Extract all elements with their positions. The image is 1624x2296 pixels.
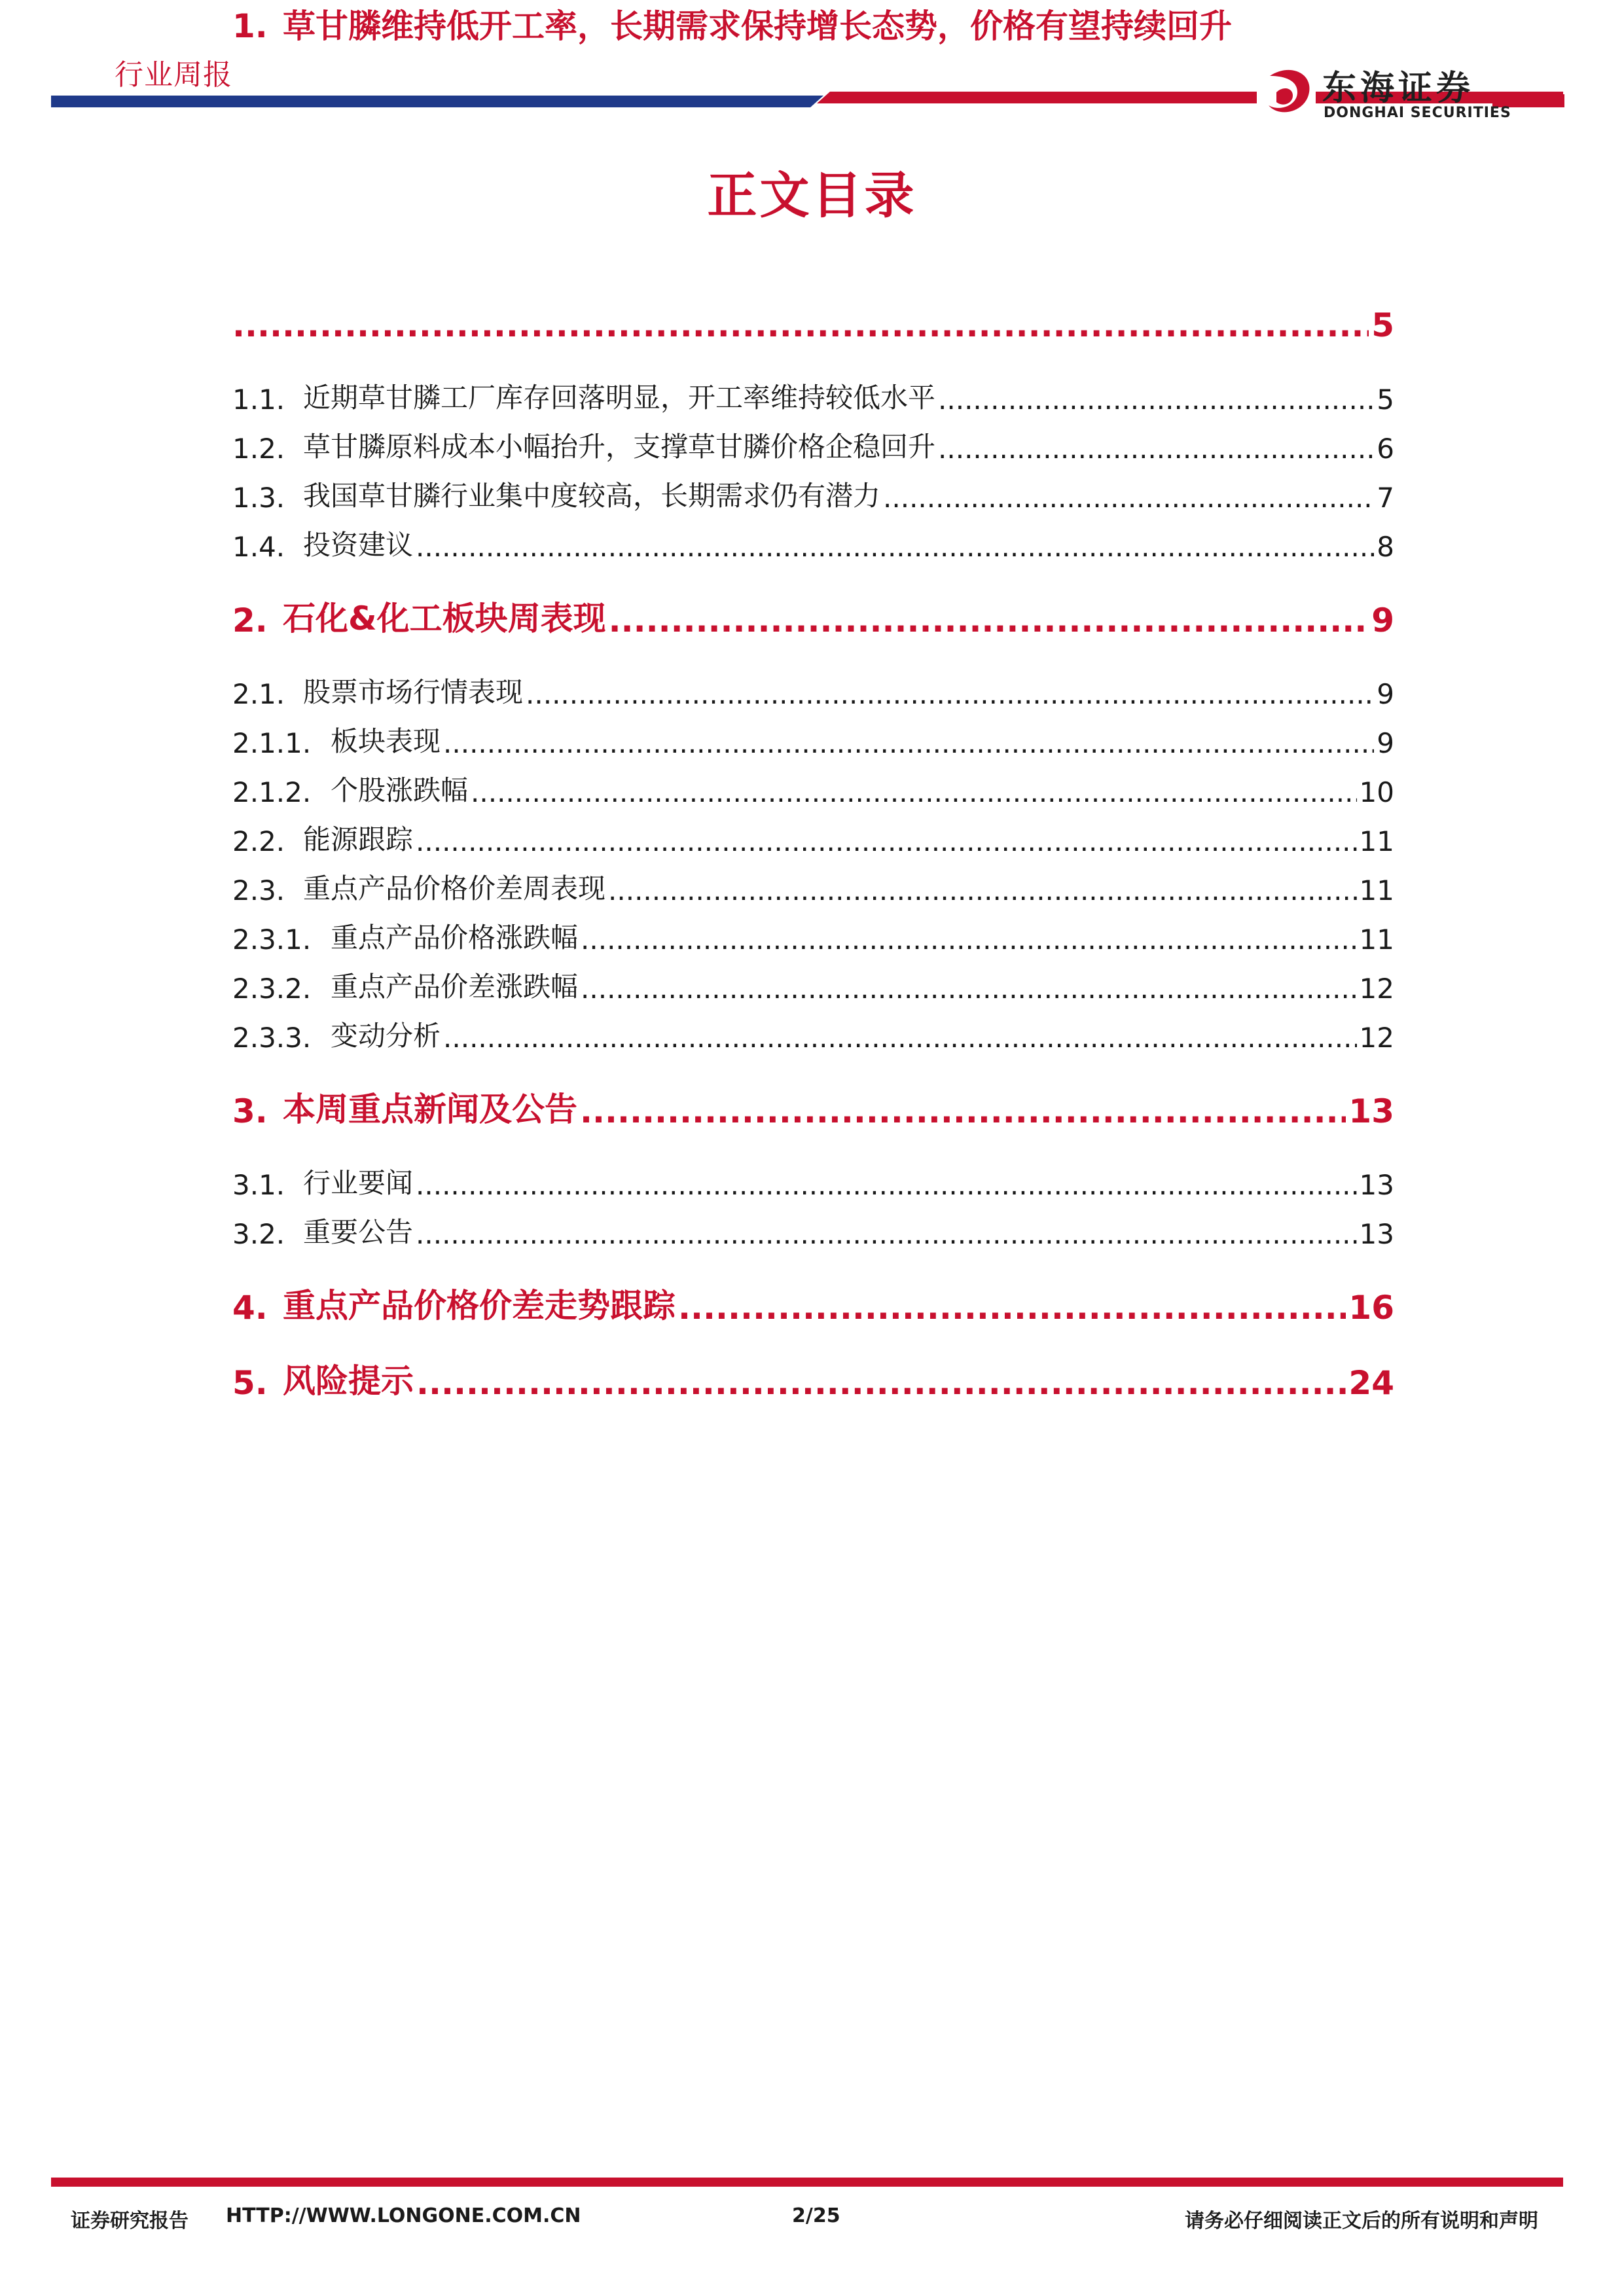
toc-entry-1[interactable] [232,0,1394,47]
toc-leader-dots [678,1289,1346,1327]
toc-entry-2-1-1[interactable] [232,720,1394,759]
toc-entry-number: 2.1. [232,678,285,710]
footer-disclaimer: 请务必仔细阅读正文后的所有说明和声明 [1185,2210,1538,2233]
toc-entry-number: 2.3. [232,874,285,906]
toc-entry-number: 2.1.2. [232,776,312,808]
toc-entry-text: 近期草甘膦工厂库存回落明显，开工率维持较低水平 [303,382,936,414]
toc-entry-page: 5 [1371,306,1394,344]
toc-entry-text: 板块表现 [331,725,441,757]
toc-entry-text: 草甘膦维持低开工率，长期需求保持增长态势，价格有望持续回升 [283,7,1232,45]
toc-leader-dots [443,727,1374,759]
toc-entry-2-1[interactable] [232,671,1394,710]
logo-english-name: DONGHAI SECURITIES [1324,105,1511,121]
toc-leader-dots [938,433,1374,465]
toc-leader-dots [416,1218,1357,1250]
toc-entry-2-3-3[interactable] [232,1014,1394,1054]
toc-leader-dots [938,384,1374,416]
footer-divider [51,2178,1563,2187]
toc-entry-text: 本周重点新闻及公告 [283,1090,577,1128]
toc-entry-number: 3.1. [232,1169,285,1201]
toc-entry-text: 石化&化工板块周表现 [283,600,606,637]
toc-entry-text: 重点产品价差涨跌幅 [331,971,579,1003]
toc-entry-page: 16 [1348,1289,1394,1327]
toc-entry-number: 1.3. [232,482,285,514]
toc-entry-text: 投资建议 [303,529,414,561]
toc-entry-2-3[interactable] [232,867,1394,906]
toc-entry-2-3-1[interactable] [232,916,1394,956]
toc-leader-dots [608,874,1357,906]
toc-leader-dots [416,1169,1357,1201]
toc-entry-number: 1.1. [232,384,285,416]
toc-leader-dots [581,973,1357,1005]
toc-entry-page: 13 [1359,1169,1394,1201]
toc-entry-number: 4. [232,1289,268,1327]
toc-entry-number: 1.2. [232,433,285,465]
toc-entry-1-4[interactable] [232,524,1394,563]
toc-leader-dots [443,1022,1357,1054]
toc-entry-page: 9 [1371,601,1394,639]
toc-entry-number: 2.3.3. [232,1022,312,1054]
toc-entry-1-3[interactable] [232,475,1394,514]
toc-leader-dots [471,776,1357,808]
toc-entry-1-1[interactable] [232,376,1394,416]
toc-entry-text: 股票市场行情表现 [303,676,524,708]
toc-leader-dots [580,1092,1346,1130]
toc-entry-2-1-2[interactable] [232,769,1394,808]
toc-leader-dots [526,678,1374,710]
toc-entry-3-2[interactable] [232,1211,1394,1250]
toc-entry-page: 11 [1359,874,1394,906]
toc-entry-page: 10 [1359,776,1394,808]
footer-report-label: 证券研究报告 [71,2210,189,2233]
toc-entry-2-3-2[interactable] [232,965,1394,1005]
toc-entry-page: 9 [1377,678,1394,710]
toc-leader-dots [416,1364,1346,1402]
toc-entry-page: 12 [1359,973,1394,1005]
toc-entry-page: 12 [1359,1022,1394,1054]
toc-entry-number: 2.3.1. [232,924,312,956]
footer-website-link[interactable]: HTTP://WWW.LONGONE.COM.CN [226,2204,581,2227]
toc-entry-text: 能源跟踪 [303,823,414,855]
toc-entry-number: 2.1.1. [232,727,312,759]
toc-entry-2[interactable] [232,592,1394,639]
toc-entry-text: 草甘膦原料成本小幅抬升，支撑草甘膦价格企稳回升 [303,431,936,463]
toc-entry-number: 2.2. [232,825,285,857]
toc-entry-3[interactable] [232,1083,1394,1130]
toc-leader-dots [581,924,1357,956]
toc-entry-number: 3.2. [232,1218,285,1250]
toc-entry-page: 6 [1377,433,1394,465]
footer-page-number: 2/25 [792,2204,840,2227]
toc-entry-1-page-line[interactable] [232,306,1394,344]
toc-entry-text: 个股涨跌幅 [331,774,469,806]
toc-entry-page: 8 [1377,531,1394,563]
toc-leader-dots [609,601,1369,639]
toc-entry-page: 5 [1377,384,1394,416]
toc-entry-text: 重点产品价格涨跌幅 [331,922,579,954]
toc-leader-dots [416,531,1374,563]
toc-entry-text: 重要公告 [303,1216,414,1248]
toc-entry-3-1[interactable] [232,1162,1394,1201]
toc-entry-page: 7 [1377,482,1394,514]
toc-leader-dots [232,306,1369,344]
toc-entry-text: 重点产品价格价差周表现 [303,872,606,905]
toc-entry-number: 1.4. [232,531,285,563]
logo-chinese-name: 东海证券 [1322,69,1475,108]
toc-entry-5[interactable] [232,1355,1394,1402]
toc-entry-page: 13 [1348,1092,1394,1130]
toc-entry-4[interactable] [232,1280,1394,1327]
toc-entry-1-2[interactable] [232,425,1394,465]
toc-entry-page: 11 [1359,924,1394,956]
toc-entry-number: 1. [232,7,268,45]
toc-entry-number: 2.3.2. [232,973,312,1005]
toc-leader-dots [416,825,1357,857]
toc-entry-text: 变动分析 [331,1020,441,1052]
toc-entry-number: 3. [232,1092,268,1130]
toc-leader-dots [883,482,1374,514]
toc-entry-text: 行业要闻 [303,1167,414,1199]
toc-entry-page: 13 [1359,1218,1394,1250]
document-type-label: 行业周报 [115,58,232,92]
toc-entry-2-2[interactable] [232,818,1394,857]
toc-entry-number: 2. [232,601,268,639]
toc-entry-text: 重点产品价格价差走势跟踪 [283,1287,676,1325]
toc-entry-number: 5. [232,1364,268,1402]
toc-entry-page: 24 [1348,1364,1394,1402]
toc-entry-text: 风险提示 [283,1362,414,1400]
page-title: 正文目录 [707,166,917,224]
toc-entry-page: 11 [1359,825,1394,857]
toc-entry-page: 9 [1377,727,1394,759]
toc-entry-text: 我国草甘膦行业集中度较高，长期需求仍有潜力 [303,480,881,512]
